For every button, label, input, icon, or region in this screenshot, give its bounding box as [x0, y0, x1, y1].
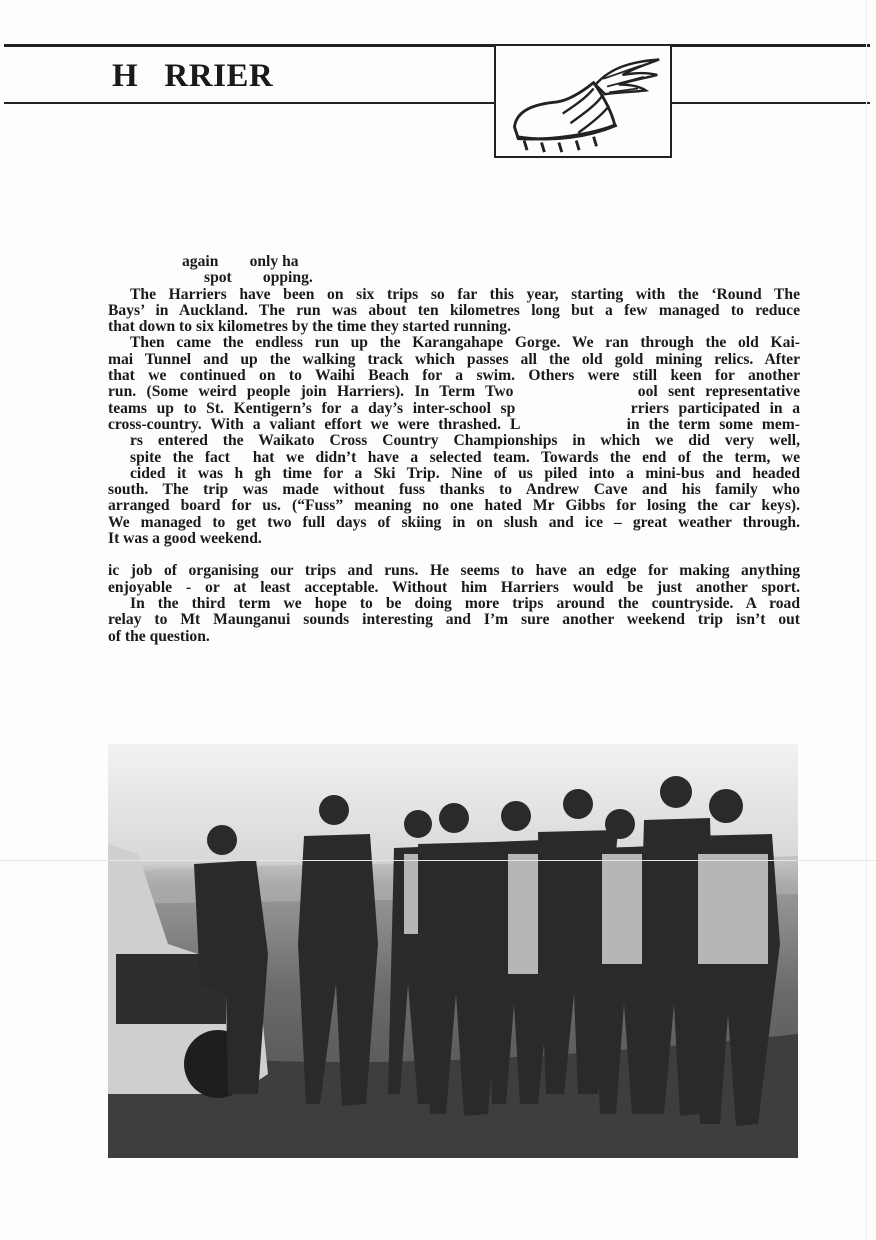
- logo-box: [494, 44, 672, 158]
- paragraph-third-term: [108, 596, 800, 645]
- text-line: that down to six kilometres by the time they started running.: [108, 318, 511, 336]
- text-line: again only ha: [182, 253, 299, 270]
- page-title: H RRIER: [112, 58, 274, 94]
- text-line: teams up to St. Kentigern’s for a day’s inter-school sp rriers participated in a: [108, 399, 800, 417]
- paragraph-intro: [108, 254, 800, 287]
- title-underline-left: [4, 102, 494, 104]
- text-line: mai Tunnel and up the walking track which passes all the old gold mining relics. After: [108, 350, 800, 368]
- text-line: The Harriers have been on six trips so far this year, starting with the ‘Round The: [130, 285, 800, 303]
- text-line: In the third term we hope to be doing more trips around the countryside. A road: [130, 594, 800, 612]
- text-line: spite the fact hat we didn’t have a selected team. Towards the end of the term, we: [130, 448, 800, 466]
- text-line: relay to Mt Maunganui sounds interesting and I’m sure another weekend trip isn’t out: [108, 611, 800, 629]
- paragraph-thanks: [108, 563, 800, 596]
- text-line: cross-country. With a valiant effort we were thrashed. L in the term some mem-: [108, 415, 800, 433]
- text-line: run. (Some weird people join Harriers). In Term Two ool sent representative: [108, 383, 800, 401]
- text-line: rs entered the Waikato Cross Country Championships in which we did very well,: [130, 432, 800, 450]
- photo-illustration: [108, 744, 798, 1158]
- text-line: Then came the endless run up the Karangahape Gorge. We ran through the old Kai-: [130, 334, 800, 352]
- group-of-harriers-photo: [108, 744, 798, 1158]
- top-rule: [4, 44, 870, 47]
- paragraph-gap: [108, 547, 800, 563]
- text-line: cided it was h gh time for a Ski Trip. Nine of us piled into a mini-bus and headed: [130, 464, 800, 482]
- article-body: [108, 254, 800, 645]
- text-line: spot opping.: [204, 269, 313, 287]
- paragraph-round-the-bays: [108, 287, 800, 336]
- text-line: Bays’ in Auckland. The run was about ten kilometres long but a few managed to reduce: [108, 301, 800, 319]
- text-line: that we continued on to Waihi Beach for a swim. Others were still keen for another: [108, 367, 800, 385]
- scan-edge-line: [866, 0, 867, 1240]
- text-line: enjoyable - or at least acceptable. Without him Harriers would be just another sport.: [108, 578, 800, 596]
- text-line: ic job of organising our trips and runs. He seems to have an edge for making anything: [108, 562, 800, 580]
- title-underline-right: [672, 102, 870, 104]
- text-line: We managed to get two full days of skiing in on slush and ice – great weather through.: [108, 513, 800, 531]
- text-line: south. The trip was made without fuss thanks to Andrew Cave and his family who: [108, 481, 800, 499]
- text-line: arranged board for us. (“Fuss” meaning no one hated Mr Gibbs for losing the car keys).: [108, 497, 800, 515]
- winged-running-shoe-icon: [496, 46, 670, 156]
- paragraph-trips: [108, 335, 800, 547]
- scan-fold-line: [0, 860, 876, 861]
- text-line: It was a good weekend.: [108, 530, 262, 548]
- text-line: of the question.: [108, 627, 210, 645]
